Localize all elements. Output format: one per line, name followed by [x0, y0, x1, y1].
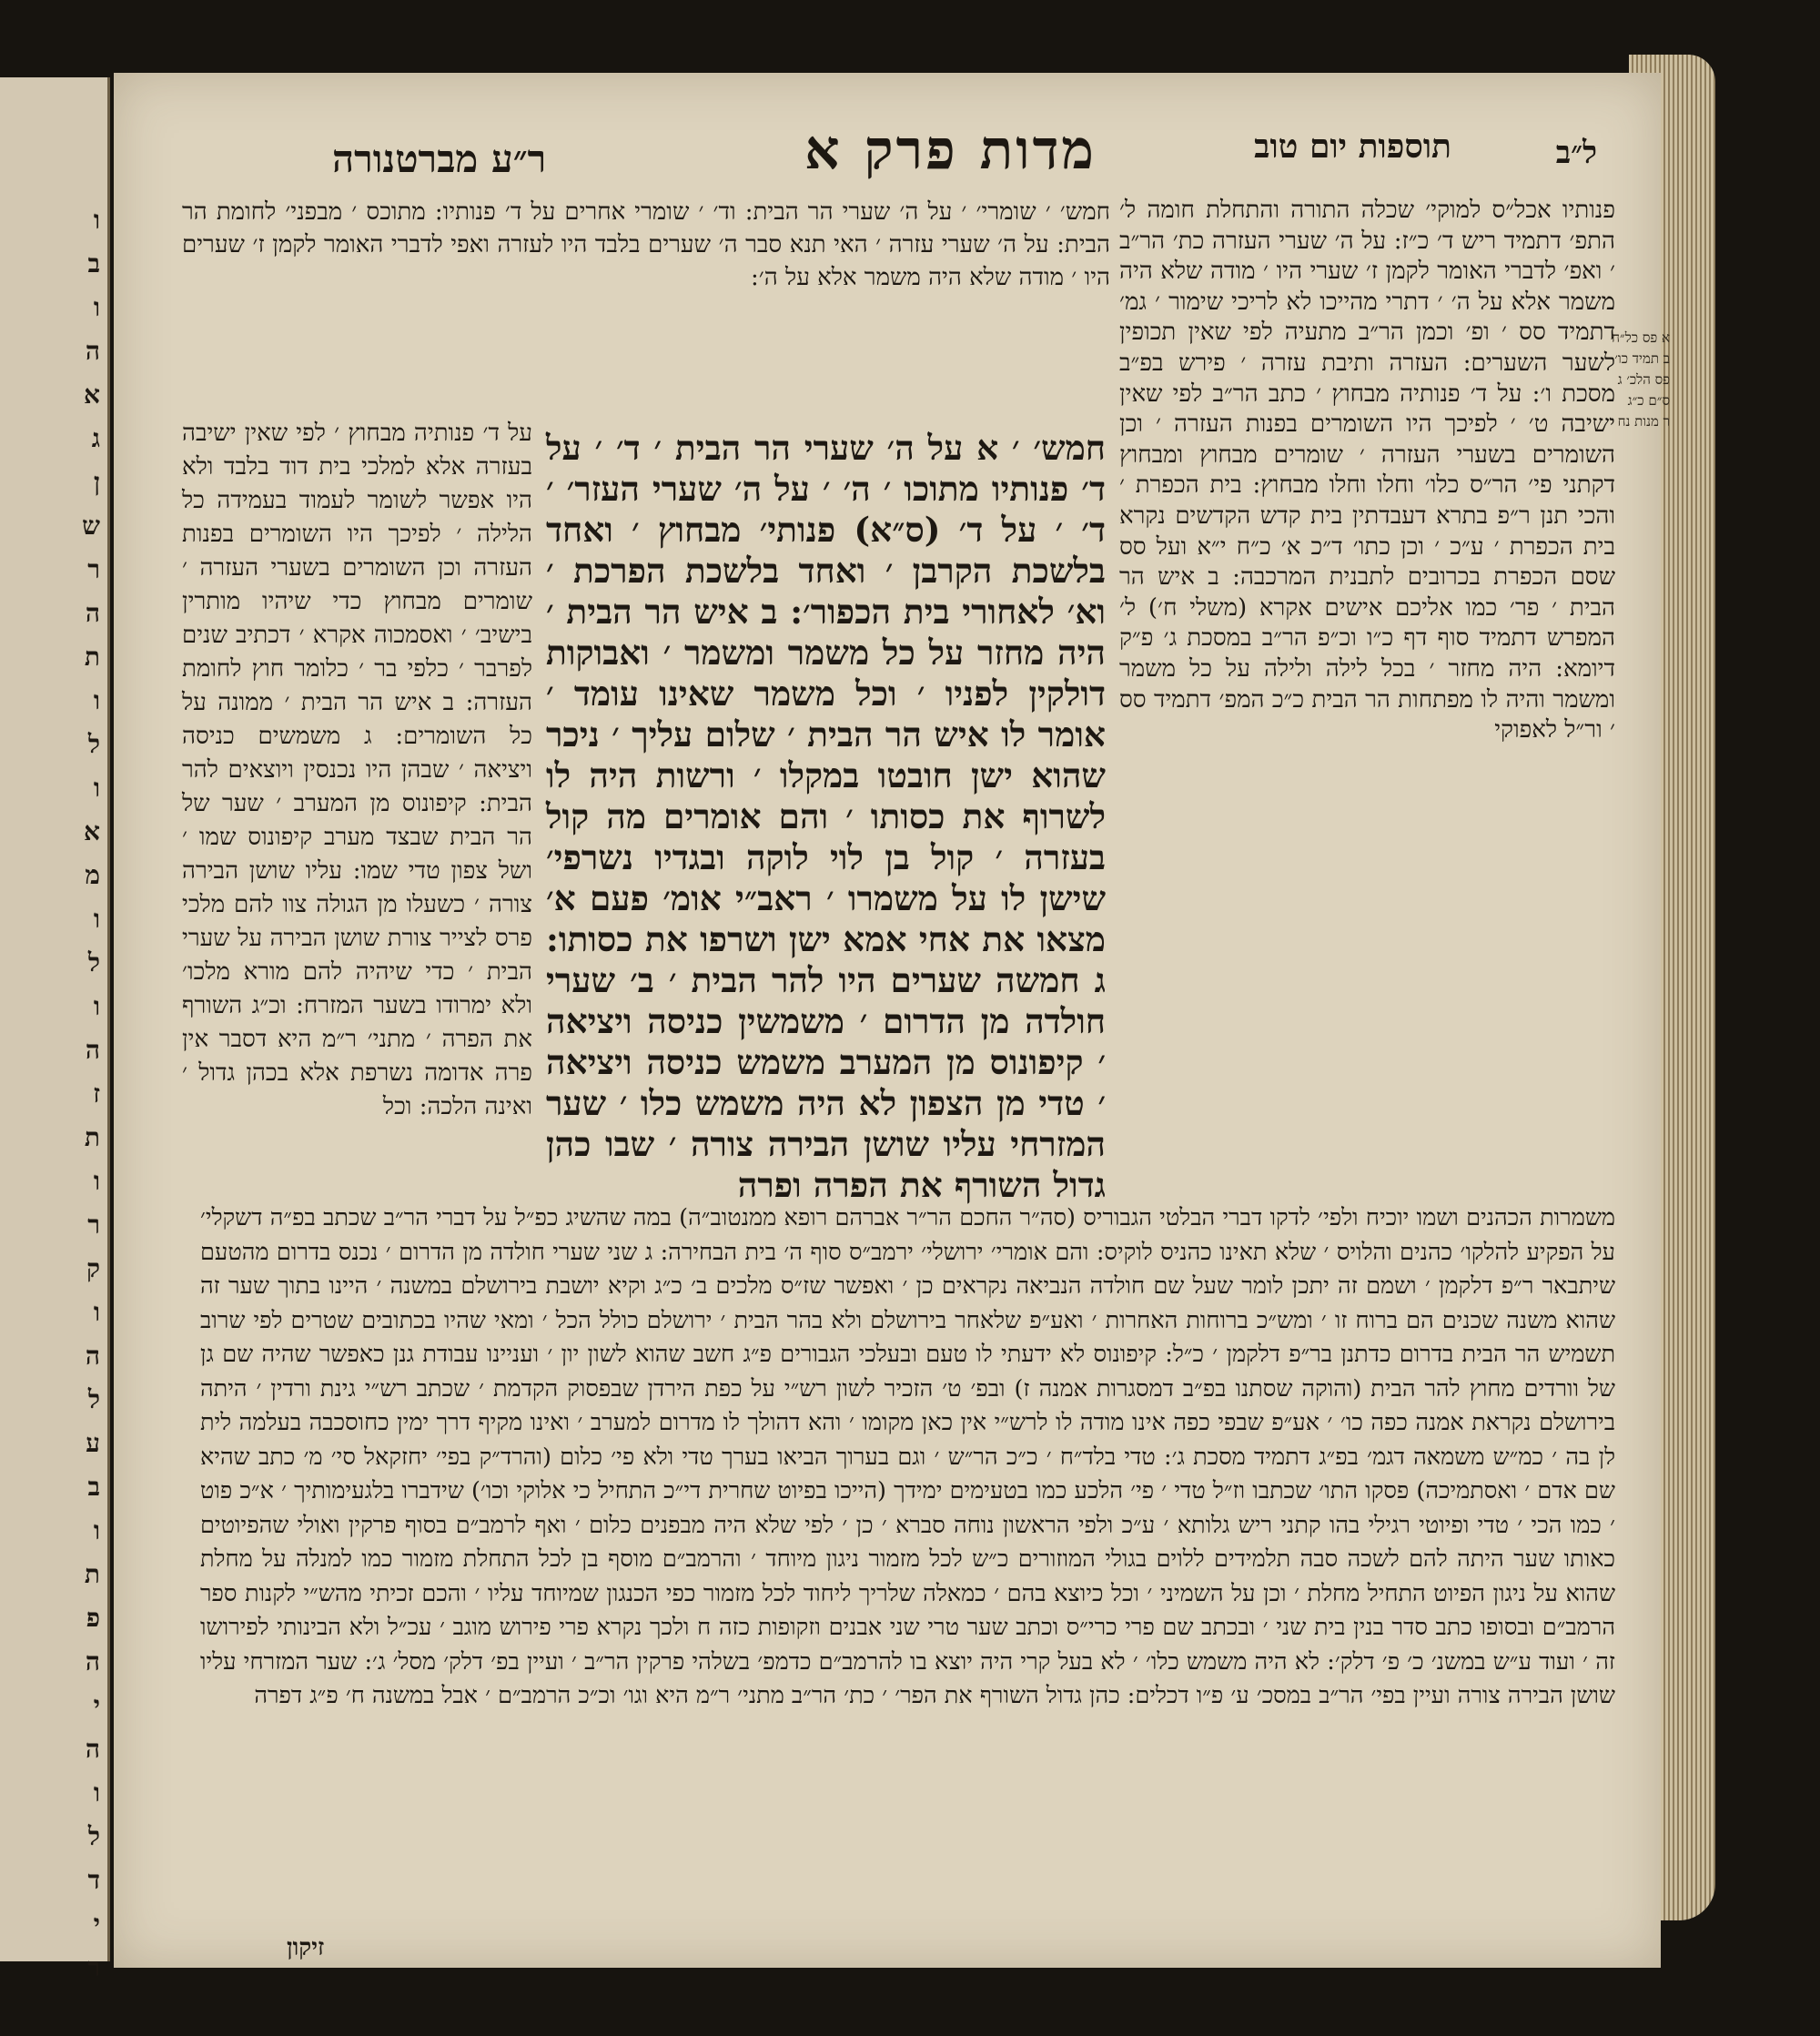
left-page-letter: ל — [87, 1821, 100, 1851]
left-page-letter: ב — [87, 248, 100, 279]
left-page-letter: ש — [82, 511, 100, 541]
left-page-letter: ה — [85, 1035, 100, 1065]
left-page-letter: א — [84, 380, 100, 410]
margin-note: פס הלכ׳ ג — [1617, 371, 1670, 388]
left-page-letter: ו — [93, 292, 100, 322]
margin-note: א פס כל״ח — [1612, 329, 1670, 346]
left-page-letter: ק — [86, 1253, 100, 1283]
book-page — [114, 73, 1661, 1968]
left-page-letter: ה — [85, 1734, 100, 1764]
left-page-letter: י — [93, 1909, 100, 1939]
header-tosafot-yom-tov: תוספות יום טוב — [1254, 127, 1451, 166]
bartenura-column: על ד׳ פנותיה מבחוץ ׳ לפי שאין ישיבה בעזרה אלא למלכי בית דוד בלבד ולא היו אפשר לשומר לעמוד בעמידה כל הלילה ׳ לפיכך היו השומרים בפנות העזרה וכן השומרים בשערי העזרה ׳ שומרים מבחוץ כדי שיהיו מותרין בישיב׳ ׳ ואסמכוה אקרא ׳ דכתיב שנים לפרבר ׳ כלפי בר ׳ כלומר חוץ לחומת העזרה: ב איש הר הבית ׳ ממונה על כל השומרים: ג משמשים כניסה ויציאה ׳ שבהן היו נכנסין ויוצאים להר הבית: קיפונוס מן המערב ׳ שער של הר הבית שבצד מערב קיפונוס שמו ׳ ושל צפון טדי שמו: עליו שושן הבירה צורה ׳ כשעלו מן הגולה צוו להם מלכי פרס לצייר צורת שושן הבירה על שערי הבית ׳ כדי שיהיה להם מורא מלכו׳ ולא ימרודו בשער המזרח: וכ״ג השורף את הפרה ׳ מתני׳ ר״מ היא דסבר אין פרה אדומה נשרפת אלא בכהן גדול ׳ ואינה הלכה: וכל — [182, 420, 532, 1120]
left-page-letter: ר — [87, 1952, 100, 1982]
left-page-letter: ז — [93, 1079, 100, 1109]
page-title: מדות פרק א — [804, 118, 1097, 182]
left-page-letter: ו — [93, 904, 100, 934]
catchword: זיקון — [287, 1934, 325, 1961]
left-page-letter: ג — [91, 423, 100, 453]
left-page-letter: ה — [85, 598, 100, 628]
margin-note: ב תמיד כו׳ — [1614, 350, 1670, 367]
left-page-letter: ו — [93, 1515, 100, 1545]
margin-note: ר מנות נח — [1617, 413, 1670, 430]
left-page-letter: ו — [93, 1297, 100, 1327]
left-page-letter: ו — [93, 1778, 100, 1808]
left-page-letter: ו — [93, 991, 100, 1021]
left-page-letter: ב — [87, 1472, 100, 1502]
folio-number: ל״ב — [1555, 135, 1597, 171]
left-page-letter: י — [93, 1690, 100, 1720]
left-page-letter: ה — [85, 336, 100, 366]
left-page-letter: ל — [87, 947, 100, 977]
left-page-letter: ה — [85, 1341, 100, 1371]
left-page-letter: ו — [93, 773, 100, 803]
running-header — [114, 118, 1661, 191]
commentary-bottom-block: משמרות הכהנים ושמו יוכיח ולפי׳ לדקו דברי הבלטי הגבוריס (סה״ר החכם הר״ר אברהם רופא ממנטוב״ה) במה שהשיג כפ״ל על דברי הר״ב שכתב בפ״ה דשקלי׳ על הפקיע להלקו׳ כהנים והלויס ׳ שלא תאינו כהניס לוקיס: והם אומרי׳ ירושלי׳ ירמב״ס סוף ה׳ בית הבחירה: ג שני שערי חולדה מן הדרום ׳ נכנס בדרום מהטעם שיתבאר ר״פ דלקמן ׳ ושמם זה יתכן לומר שעל שם חולדה הנביאה נקראים כן ׳ ואפשר שז״ס מלכים ב׳ כ״ג וקיא יושבת בירושלם במשנה ׳ היינו בתוך שער זה שהוא משנה שכנים הם ברוח זו ׳ ומש״כ ברוחות האחרות ׳ ואע״פ שלאחר בירושלם ולא בהר הבית ׳ ירושלם כולל הכל ׳ ומאי שהיו בכתובים שטרים לפי שרוב תשמיש הר הבית בדרום כדתנן בר״פ דלקמן ׳ כ״ל: קיפונוס לא ידעתי לו טעם ובעלכי הגבורים פ״ג חשב שהוא לשון יון ׳ ועניינו עבודת גנן כאפשר שהיה שם גן של וורדים מחוץ להר הבית (והוקה שסתנו בפ״ב דמסגרות אמנה ז) ובפ׳ ט׳ הזכיר לשון רש״י על כפת הירדן שבפסוק הקדמת ׳ שכתב רש״י גינת ורדין ׳ היתה בירושלם נקראת אמנה כפה כו׳ ׳ אע״פ שבפי כפה אינו מודה לו לרש״י אין כאן מקומו ׳ והא דהולך לו מדרום למערב ׳ ואינו מקיף דרך ימין כחוסכבה בעלמה לית לן בה ׳ כמ״ש משמאה דגמ׳ בפ״ג דתמיד מסכת ג׳: טדי בלד״ח ׳ כ״כ הר״ש ׳ וגם בערוך הביאו בערך טדי ולא פי׳ כלום (והרד״ק בפי׳ יחזקאל סי׳ מ׳ כתב שהיא שם אדם ׳ ואסתמיכה) פסקו התו׳ שכתבו וז״ל טדי ׳ פי׳ הלכע כמו בטעימים ימידך (הייכו בפיוט שחרית די״כ התחיל כי אלוקי וכו׳) שידברו בלגעימותיך ׳ א״כ פוט ׳ כמו הכי ׳ טדי ופיוטי רגילי בהו קתני ריש גלותא ׳ ע״כ ולפי הראשון נוחה סברא ׳ כן ׳ לפי שלא היה מבפנים כלום ׳ ואף לרמב״ם בסוף פרקין ואולי שהפיוטים כאותו שער היתה להם לשכה סבה תלמידים ללוים בגולי המוזורים כ״ש לכל מזמור ניגון מיוחד ׳ והרמב״ם מוסף בן לכל התחלת מזמור כמו למנלה על מחלת שהוא על ניגון הפיוט התחיל מחלת ׳ וכן על השמיני ׳ וכל כיוצא בהם ׳ כמאלה שלריך ליחוד לכל מזמור כפי הכנגון שמיוחד עליו ׳ והכם זכיתי מהש״י לקנות ספר הרמב״ם ובסופו כתב סדר בנין בית שני ׳ ובכתב שם פרי כרי״ס וכתב שער טרי שני אבנים וזקופות כזה ח ולכך נקרא פרי פירוש מוגב ׳ עכ״ל ולא הבינותי לפירושו זה ׳ ועוד ע״ש במשנ׳ כ׳ פ׳ דלק׳: לא היה משמש כלו׳ ׳ לא בעל קרי היה יוצא בו להרמב״ם כדמפ׳ בשלהי פרקין הר״ב ׳ ועיין בפ׳ דלק׳ מסל׳ ג׳: שער המזרחי עליו שושן הבירה צורה ועיין בפי׳ הר״ב במסכ׳ ע׳ פ״ו דכלים: כהן גדול השורף את הפר׳ ׳ כת׳ הר״ב מתני׳ ר״מ היא וגו׳ וכ״כ הרמב״ם ׳ אבל במשנה ח׳ פ״ג דפרה — [200, 1204, 1616, 1709]
facing-left-page — [0, 77, 110, 1982]
margin-references — [1552, 328, 1670, 432]
left-page-letter: ת — [84, 642, 100, 672]
left-page-letter: ה — [85, 1646, 100, 1676]
left-page-letter: ר — [87, 1210, 100, 1240]
tosafot-column: פנותיו אכל״ס למוקי׳ שכלה התורה והתחלת חומה ל׳ התפ׳ דתמיד ריש ד׳ כ״ז: על ה׳ שערי העזרה כת׳ הר״ב ׳ ואפ׳ לדברי האומר לקמן ז׳ שערי היו ׳ מודה שלא היה משמר אלא על ה׳ ׳ דתרי מהייכו לא לריכי שימור ׳ גמ׳ דתמיד סס ׳ ופ׳ וכמן הר״ב מתעיה לפי שאין תכופין לשער השערים: העזרה ותיבת עזרה ׳ פירש בפ״ב מסכת ו׳: על ד׳ פנותיה מבחוץ ׳ כתב הר״ב לפי שאין ישיבה ט׳ ׳ לפיכך היו השומרים בפנות העזרה ׳ וכן השומרים בשערי העזרה ׳ שומרים מבחוץ ומבחוץ דקתני פי׳ הר״ס כלו׳ וחלו וחלו מבחוץ: בית הכפרת ׳ והכי תנן ר״פ בתרא דעבדתין בית קדש הקדשים נקרא בית הכפרת ׳ ע״כ ׳ וכן כתו׳ ד״כ א׳ כ״ח י״א ועל סס שסם הכפרת בכרובים לתבנית המרכבה: ב איש הר הבית ׳ פר׳ כמו אליכם אישים אקרא (משלי ח׳) ל׳ המפרש דתמיד סוף דף כ״ו וכ״פ הר״ב במסכת ג׳ פ״ק דיומא: היה מחזר ׳ בכל לילה ולילה על כל משמר ומשמר והיה לו מפתחות הר הבית כ״כ המפ׳ דתמיד סס ׳ ור״ל לאפוקי — [1119, 197, 1615, 745]
margin-note: ס״ם כ״ג — [1627, 392, 1670, 409]
mishnah-text: חמש׳ ׳ א על ה׳ שערי הר הבית ׳ ד׳ ׳ על ד׳ פנותיו מתוכו ׳ ה׳ ׳ על ה׳ שערי העזר׳ ׳ ד׳ ׳ על ד׳ (ס״א) פנותי׳ מבחוץ ׳ ואחד בלשכת הקרבן ׳ ואחד בלשכת הפרכת ׳ וא׳ לאחורי בית הכפור׳: ב איש הר הבית ׳ היה מחזר על כל משמר ומשמר ׳ ואבוקות דולקין לפניו ׳ וכל משמר שאינו עומד ׳ אומר לו איש הר הבית ׳ שלום עליך ׳ ניכר שהוא ישן חובטו במקלו ׳ ורשות היה לו לשרוף את כסותו ׳ והם אומרים מה קול בעזרה ׳ קול בן לוי לוקה ובגדיו נשרפי׳ שישן לו על משמרו ׳ ראב״י אומ׳ פעם א׳ מצאו את אחי אמא ישן ושרפו את כסותו: ג חמשה שערים היו להר הבית ׳ ב׳ שערי חולדה מן הדרום ׳ משמשין כניסה ויציאה ׳ קיפונוס מן המערב משמש כניסה ויציאה ׳ טדי מן הצפון לא היה משמש כלו ׳ שער המזרחי עליו שושן הבירה צורה ׳ שבו כהן גדול השורף את הפרה ופרה — [546, 428, 1106, 1205]
left-page-letter: ו — [93, 685, 100, 715]
left-page-letter: ל — [87, 729, 100, 759]
left-page-letter: ע — [86, 1428, 100, 1458]
bartenura-top-block: חמש׳ ׳ שומרי׳ ׳ על ה׳ שערי הר הבית: וד׳ ׳ שומרי אחרים על ד׳ פנותיו: מתוכס ׳ מבפני׳ לחומת הר הבית: על ה׳ שערי עזרה ׳ האי תנא סבר ה׳ שערים בלבד היו לעזרה ואפי לדברי האומר לקמן ז׳ שערים היו ׳ מודה שלא היה משמר אלא על ה׳: — [182, 198, 1110, 291]
left-page-letter: ד — [87, 1865, 100, 1895]
left-page-letter: ו — [93, 1166, 100, 1196]
left-page-letter: ת — [84, 1559, 100, 1589]
left-page-letter: ר — [87, 554, 100, 584]
left-page-letter: ת — [84, 1122, 100, 1152]
left-page-letter: ן — [93, 467, 100, 497]
left-page-letter: ל — [87, 1384, 100, 1414]
left-page-letter: מ — [85, 860, 100, 890]
left-page-letter: פ — [86, 1603, 100, 1633]
left-page-letter: ו — [93, 205, 100, 235]
header-bartenura: ר״ע מברטנורה — [332, 137, 547, 181]
left-page-letter: א — [84, 816, 100, 846]
